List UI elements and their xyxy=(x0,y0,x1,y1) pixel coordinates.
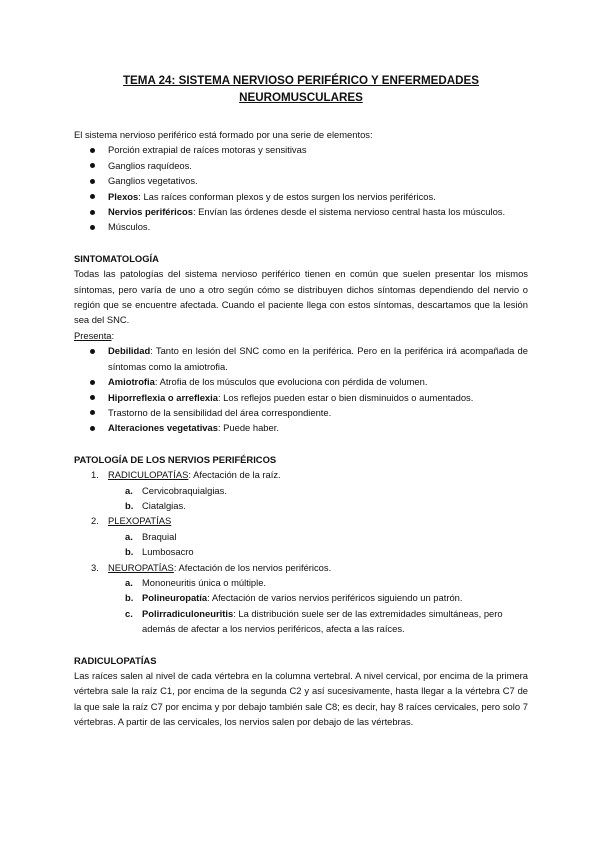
bullet-icon xyxy=(90,148,95,153)
list-item: Hiporreflexia o arreflexia: Los reflejos pueden estar o bien disminuidos o aumentados. xyxy=(74,390,528,405)
list-item: a. Cervicobraquialgias. xyxy=(125,484,227,496)
list-item: 1. RADICULOPATÍAS: Afectación de la raíz. a. Cervicobraquialgias. b. Ciatalgias. xyxy=(74,467,528,513)
list-item: a. Mononeuritis única o múltiple. xyxy=(125,576,267,588)
bullet-icon xyxy=(90,163,95,168)
document-page xyxy=(74,72,528,730)
sub-list xyxy=(108,575,528,637)
section-heading-patologia: PATOLOGÍA DE LOS NERVIOS PERIFÉRICOS xyxy=(74,453,277,465)
document-title: TEMA 24: SISTEMA NERVIOSO PERIFÉRICO Y ENFERMEDADES NEUROMUSCULARES xyxy=(122,74,480,104)
bullet-icon xyxy=(90,194,95,199)
bullet-icon xyxy=(90,179,95,184)
list-item: Amiotrofia: Atrofia de los músculos que evoluciona con pérdida de volumen. xyxy=(74,374,528,389)
list-item: b. Ciatalgias. xyxy=(125,499,186,511)
list-item: 3. NEUROPATÍAS: Afectación de los nervios periféricos. a. Mononeuritis única o múltiple. b. Polineuropatía: Afectación de varios nervios periféricos siguiendo un patrón. c. Polirradiculoneuritis: La distribución suele ser de las extremidades simultáneas, pero además de afectar a los nervios periféricos, afecta a las raíces. xyxy=(74,560,528,637)
sub-list xyxy=(108,483,528,514)
list-item: a. Braquial xyxy=(125,530,177,542)
radiculopatias-paragraph: Las raíces salen al nivel de cada vértebra en la columna vertebral. A nivel cervical, por encima de la primera vértebra sale la raíz C1, por encima de la segunda C2 y así sucesivamente, hasta llegar a la vértebra C7 de la que sale la raíz C7 por encima y por debajo también sale C8; es decir, hay 8 raíces cervicales, pero solo 7 vértebras. A partir de las cervicales, los nervios salen por debajo de las vértebras. xyxy=(74,670,528,728)
sintomatologia-paragraph: Todas las patologías del sistema nervioso periférico tienen en común que suelen presentar los mismos síntomas, pero varía de uno a otro según cómo se distribuyen dichos síntomas dependiendo del nervio o región que se encuentre afectada. Cuando el paciente llega con estos síntomas, descartamos que la lesión sea del SNC. xyxy=(74,268,528,326)
symptoms-list xyxy=(74,343,528,435)
list-item: Debilidad: Tanto en lesión del SNC como en la periférica. Pero en la periférica irá acompañada de síntomas como la amiotrofia. xyxy=(74,343,528,374)
bullet-icon xyxy=(90,395,95,400)
bullet-icon xyxy=(90,225,95,230)
list-item: Porción extrapial de raíces motoras y sensitivas xyxy=(74,142,528,157)
list-item: c. Polirradiculoneuritis: La distribución suele ser de las extremidades simultáneas, pero además de afectar a los nervios periféricos, afecta a las raíces. xyxy=(125,607,503,635)
list-item: b. Polineuropatía: Afectación de varios nervios periféricos siguiendo un patrón. xyxy=(125,592,463,604)
list-item: Trastorno de la sensibilidad del área correspondiente. xyxy=(74,405,528,420)
bullet-icon xyxy=(90,349,95,354)
list-item: Plexos: Las raíces conforman plexos y de estos surgen los nervios periféricos. xyxy=(74,189,528,204)
section-heading-radiculopatias: RADICULOPATÍAS xyxy=(74,654,157,666)
section-heading-sintomatologia: SINTOMATOLOGÍA xyxy=(74,252,159,264)
sub-list xyxy=(108,529,528,560)
list-item: Alteraciones vegetativas: Puede haber. xyxy=(74,420,528,435)
bullet-icon xyxy=(90,210,95,215)
bullet-icon xyxy=(90,380,95,385)
intro-list xyxy=(74,142,528,234)
pathology-list xyxy=(74,467,528,636)
list-item: b. Lumbosacro xyxy=(125,546,194,558)
presenta-label: Presenta: xyxy=(74,329,115,341)
bullet-icon xyxy=(90,426,95,431)
list-item: Ganglios raquídeos. xyxy=(74,158,528,173)
intro-text: El sistema nervioso periférico está formado por una serie de elementos: xyxy=(74,129,373,140)
list-item: Ganglios vegetativos. xyxy=(74,173,528,188)
list-item: 2. PLEXOPATÍAS a. Braquial b. Lumbosacro xyxy=(74,513,528,559)
list-item: Músculos. xyxy=(74,219,528,234)
bullet-icon xyxy=(90,410,95,415)
list-item: Nervios periféricos: Envían las órdenes desde el sistema nervioso central hasta los músculos. xyxy=(74,204,528,219)
